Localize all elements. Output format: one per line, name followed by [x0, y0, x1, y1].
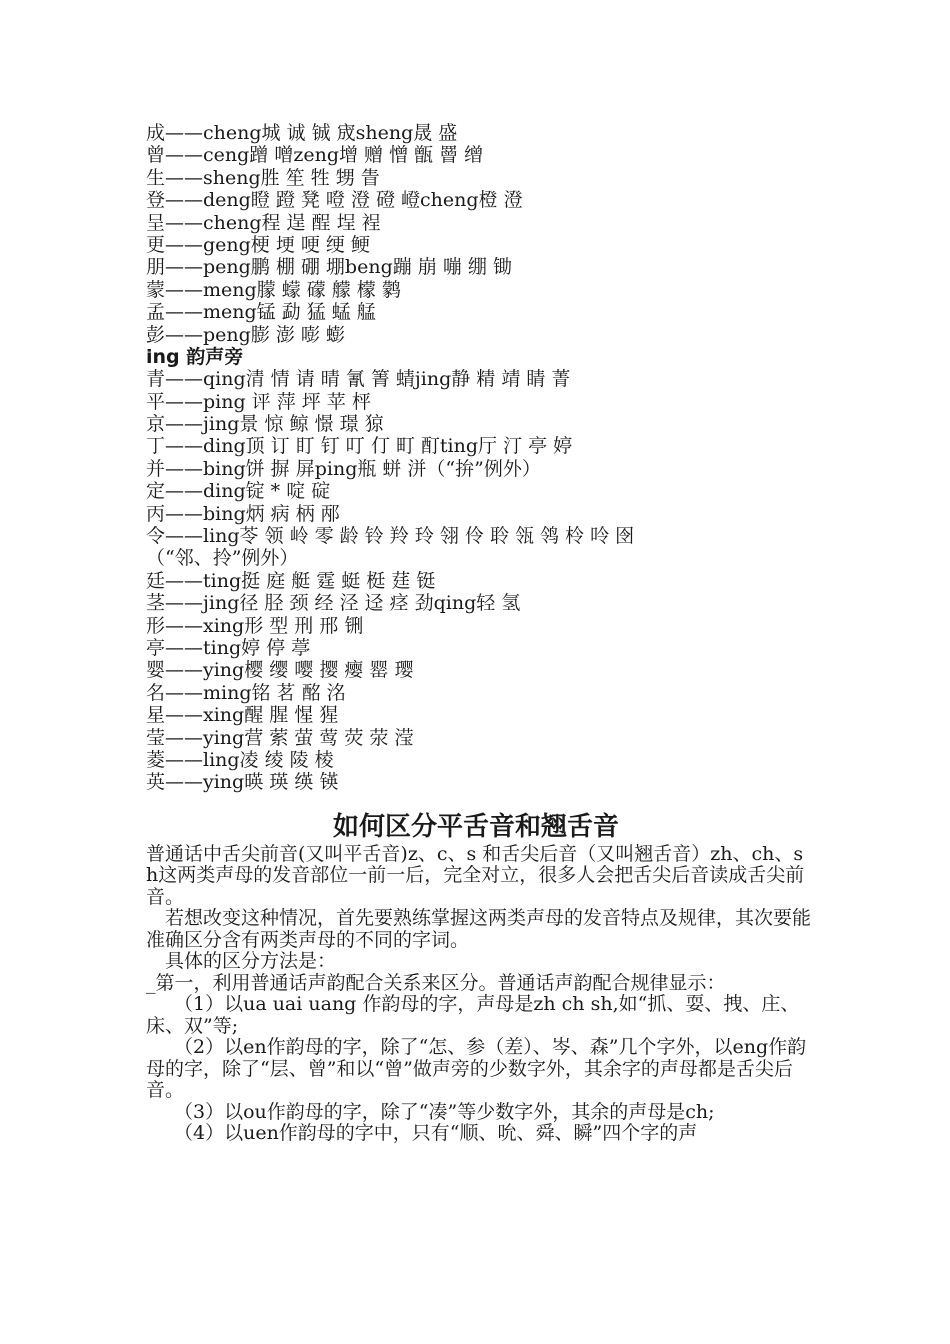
paragraph: _第一，利用普通话声韵配合关系来区分。普通话声韵配合规律显示： — [146, 971, 726, 994]
list-item: 蒙——meng朦 蠓 礞 艨 檬 鹲 — [146, 278, 401, 301]
paragraph: （3）以ou作韵母的字，除了“凑”等少数字外，其余的声母是ch; — [174, 1100, 715, 1123]
list-item: 京——jing景 惊 鲸 憬 璟 猄 — [146, 413, 384, 436]
list-item: 菱——ling凌 绫 陵 棱 — [146, 748, 334, 771]
list-item: 丙——bing炳 病 柄 邴 — [146, 502, 340, 525]
document-page — [146, 122, 826, 1145]
list-item: 令——ling苓 领 岭 零 龄 铃 羚 玲 翎 伶 聆 瓴 鸰 柃 呤 囹 — [146, 525, 635, 548]
list-item: 茎——jing径 胫 颈 经 泾 迳 痉 劲qing轻 氢 — [146, 592, 521, 615]
list-item: 廷——ting挺 庭 艇 霆 蜓 梃 莛 铤 — [146, 569, 436, 592]
paragraph: （1）以ua uai uang 作韵母的字，声母是zh ch sh,如“抓、耍、拽、庄、床、双”等; — [146, 993, 800, 1037]
list-item: 成——cheng城 诚 铖 宬sheng晟 盛 — [146, 122, 458, 144]
list-item: 形——xing形 型 刑 邢 铏 — [146, 614, 364, 637]
list-item: 婴——ying樱 缨 嘤 撄 瘿 罂 璎 — [146, 659, 414, 682]
list-item: 曾——ceng蹭 噌zeng增 赠 憎 甑 罾 缯 — [146, 144, 484, 167]
list-item: 生——sheng胜 笙 牲 甥 眚 — [146, 166, 380, 189]
list-item: 彭——peng膨 澎 嘭 蟛 — [146, 323, 345, 346]
list-item: 名——ming铭 茗 酩 洺 — [146, 681, 346, 704]
section-title: 如何区分平舌音和翘舌音 — [332, 811, 619, 842]
list-item: 登——deng瞪 蹬 凳 噔 澄 磴 嶝cheng橙 澄 — [146, 189, 523, 212]
list-item: 朋——peng鹏 棚 硼 堋beng蹦 崩 嘣 绷 锄 — [146, 256, 512, 279]
list-item: 孟——meng锰 勐 猛 蜢 艋 — [146, 301, 376, 324]
paragraph: （2）以en作韵母的字，除了“怎、参（差）、岑、森”几个字外，以eng作韵母的字，除了“层、曾”和以“曾”做声旁的少数字外，其余字的声母都是舌尖后音。 — [146, 1036, 807, 1102]
list-item: 青——qing清 情 请 晴 氰 箐 蜻jing静 精 靖 睛 菁 — [146, 368, 571, 391]
ing-group-list — [146, 368, 826, 793]
list-item: 平——ping 评 萍 坪 苹 枰 — [146, 390, 371, 413]
paragraph: 若想改变这种情况，首先要熟练掌握这两类声母的发音特点及规律，其次要能准确区分含有两类声母的不同的字词。 — [146, 907, 812, 951]
paragraph: 普通话中舌尖前音(又叫平舌音)z、c、s 和舌尖后音（又叫翘舌音）zh、ch、sh这两类声母的发音部位一前一后，完全对立，很多人会把舌尖后音读成舌尖前音。 — [146, 842, 805, 908]
list-item: 更——geng梗 埂 哽 绠 鲠 — [146, 233, 370, 256]
eng-group-list — [146, 122, 826, 346]
list-item: 星——xing醒 腥 惺 猩 — [146, 704, 339, 727]
list-item: 亭——ting婷 停 葶 — [146, 636, 311, 659]
list-item: 莹——ying营 萦 萤 莺 荧 荥 滢 — [146, 726, 414, 749]
list-item: 英——ying暎 瑛 绬 锳 — [146, 771, 339, 794]
ing-section-heading: ing 韵声旁 — [146, 345, 244, 368]
list-item: 丁——ding顶 订 盯 钉 叮 仃 町 酊ting厅 汀 亭 婷 — [146, 435, 573, 458]
paragraph: 具体的区分方法是： — [165, 950, 337, 973]
paragraph: （4）以uen作韵母的字中，只有“顺、吮、舜、瞬”四个字的声 — [174, 1122, 698, 1145]
list-item: 呈——cheng程 逞 酲 埕 裎 — [146, 211, 381, 234]
list-item: 并——bing饼 摒 屏ping瓶 蛢 洴（“拚”例外） — [146, 457, 541, 480]
list-item: 定——ding锭 * 啶 碇 — [146, 480, 331, 503]
list-item: （“邻、拎”例外） — [146, 547, 299, 570]
